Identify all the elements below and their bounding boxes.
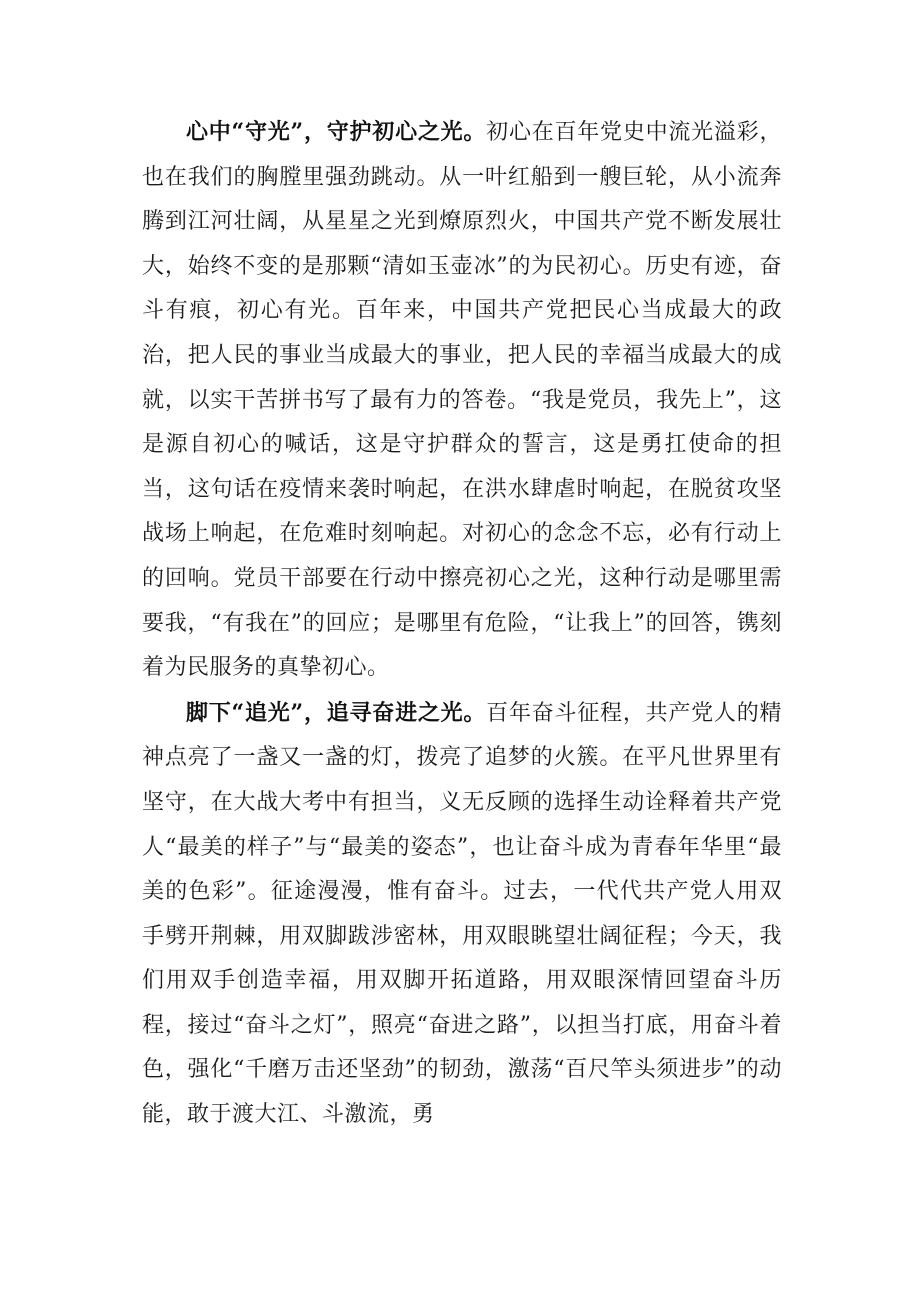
paragraph-text: 初心在百年党史中流光溢彩，也在我们的胸膛里强劲跳动。从一叶红船到一艘巨轮，从小流奔腾到江河壮阔，从星星之光到燎原烈火，中国共产党不断发展壮大，始终不变的是那颗“清如玉壶冰”的为民初心。历史有迹，奋斗有痕，初心有光。百年来，中国共产党把民心当成最大的政治，把人民的事业当成最大的事业，把人民的幸福当成最大的成就，以实干苦拼书写了最有力的答卷。“我是党员，我先上”，这是源自初心的喊话，这是守护群众的誓言，这是勇扛使命的担当，这句话在疫情来袭时响起，在洪水肆虐时响起，在脱贫攻坚战场上响起，在危难时刻响起。对初心的念念不忘，必有行动上的回响。党员干部要在行动中擦亮初心之光，这种行动是哪里需要我，“有我在”的回应；是哪里有危险，“让我上”的回答，镌刻着为民服务的真挚初心。: [142, 120, 782, 681]
paragraph-text: 百年奋斗征程，共产党人的精神点亮了一盏又一盏的灯，拨亮了追梦的火簇。在平凡世界里有坚守，在大战大考中有担当，义无反顾的选择生动诠释着共产党人“最美的样子”与“最美的姿态”，也让奋斗成为青春年华里“最美的色彩”。征途漫漫，惟有奋斗。过去，一代代共产党人用双手劈开荆棘，用双脚跋涉密林，用双眼眺望壮阔征程；今天，我们用双手创造幸福，用双脚开拓道路，用双眼深情回望奋斗历程，接过“奋斗之灯”，照亮“奋进之路”，以担当打底，用奋斗着色，强化“千磨万击还坚劲”的韧劲，激荡“百尺竿头须进步”的动能，敢于渡大江、斗激流，勇: [142, 700, 782, 1128]
document-body: [142, 110, 782, 1138]
paragraph-lead-heading: 脚下“追光”，追寻奋进之光。: [186, 699, 487, 726]
paragraph-lead-heading: 心中“守光”，守护初心之光。: [186, 119, 487, 145]
paragraph-chase-light: [142, 691, 782, 1138]
paragraph-keep-light: [142, 110, 782, 691]
